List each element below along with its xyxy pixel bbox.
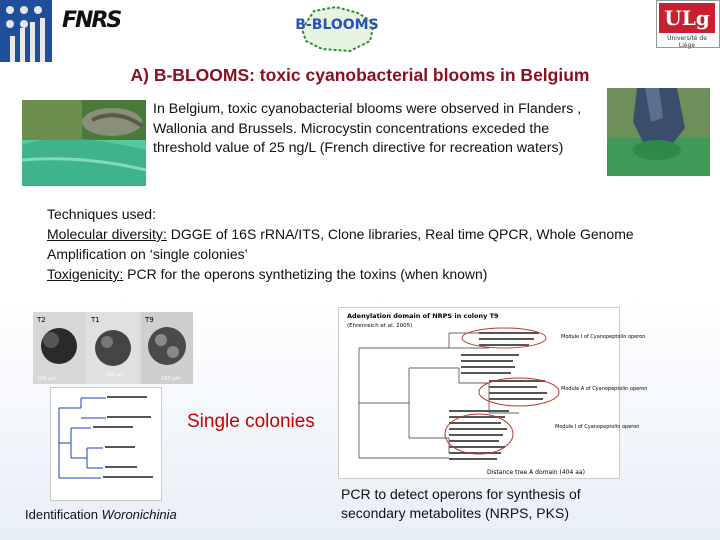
techniques-section: [47, 204, 707, 284]
slide-title: A) B-BLOOMS: toxic cyanobacterial blooms in Belgium: [130, 65, 590, 85]
fnrs-flag-logo: [0, 0, 52, 62]
single-colonies-label: Single colonies: [187, 411, 315, 432]
identification-genus: Woronichinia: [101, 507, 177, 522]
identification-caption: [25, 507, 177, 522]
fnrs-logo-text: FNRS: [62, 8, 121, 33]
colony-label-1: T2: [37, 316, 46, 324]
distance-label: Distance tree A domain (404 aa): [487, 469, 585, 476]
molecular-diversity-text: DGGE of 16S rRNA/ITS, Clone libraries, Real time QPCR, Whole Genome Amplification on ‘single colonies’: [47, 226, 634, 262]
scale-label-2: 100 µm: [105, 372, 125, 378]
toxigenicity-text: PCR for the operons synthetizing the toxins (when known): [123, 266, 488, 282]
colony-micrographs: [33, 312, 193, 384]
ulg-logo: [656, 0, 720, 48]
module-label-3: Module I of Cyanopeptolin operon: [555, 424, 640, 430]
nrps-tree-figure: [338, 307, 648, 479]
intro-paragraph: In Belgium, toxic cyanobacterial blooms were observed in Flanders , Wallonia and Brussels. Microcystin concentrations exceded the threshold value of 25 ng/L (French directive for recreation waters): [153, 101, 582, 156]
identification-prefix: Identification: [25, 507, 102, 522]
b-blooms-logo: [292, 3, 382, 55]
module-label-2: Module A of Cyanopeptolin operon: [561, 386, 648, 392]
toxigenicity-line: [47, 264, 707, 284]
phylogenetic-tree-icon: [51, 388, 161, 500]
gloved-hand-sample-photo: [607, 88, 710, 176]
nrps-title: Adenylation domain of NRPS in colony T9: [347, 312, 499, 320]
colony-label-2: T1: [91, 316, 100, 324]
identification-tree-figure: [50, 387, 162, 501]
ulg-logo-text: ULg: [659, 3, 715, 33]
pcr-caption: PCR to detect operons for synthesis of secondary metabolites (NRPS, PKS): [341, 486, 581, 521]
molecular-diversity-label: Molecular diversity:: [47, 226, 167, 242]
b-blooms-logo-text: B-BLOOMS: [295, 17, 379, 33]
colony-label-3: T9: [145, 316, 154, 324]
bloom-water-photo: [22, 100, 146, 186]
toxigenicity-label: Toxigenicity:: [47, 266, 124, 282]
molecular-diversity-line: [47, 224, 707, 264]
nrps-reference: (Ehrenreich et al. 2005): [347, 323, 413, 329]
ulg-logo-subtext: Université de Liège: [667, 35, 707, 49]
techniques-heading: Techniques used:: [47, 206, 156, 222]
scale-label-3: 100 µm: [161, 376, 181, 382]
scale-label-1: 100 µm: [37, 376, 57, 382]
module-label-1: Module I of Cyanopeptolin operon: [561, 334, 646, 340]
